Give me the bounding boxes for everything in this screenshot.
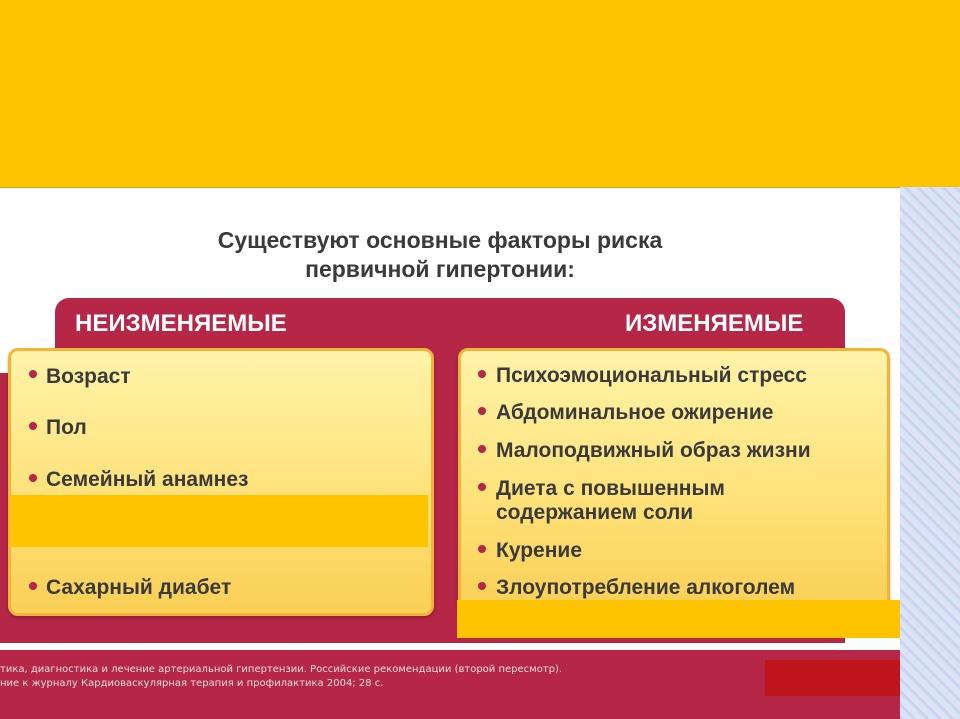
right-item-diet-line2: содержанием соли [496,501,694,524]
bullet-icon [478,407,486,415]
left-item-age: Возраст [46,365,131,388]
side-texture-strip [900,187,960,719]
right-item-stress: Психоэмоциональный стресс [496,364,807,387]
right-item-alcohol: Злоупотребление алкоголем [496,576,796,599]
footer-line-1: тика, диагностика и лечение артериальной гипертензии. Российские рекомендации (второй пересмотр). [0,664,563,675]
left-item-family-history: Семейный анамнез [46,468,249,491]
left-item-diabetes: Сахарный диабет [46,576,232,599]
modifiable-header: ИЗМЕНЯЕМЫЕ [625,310,804,337]
redaction-block-left [10,495,428,547]
footer-red-block [765,660,900,696]
slide-title [120,226,760,284]
right-item-sedentary: Малоподвижный образ жизни [496,439,811,462]
top-banner [0,0,960,188]
right-item-diet-line1: Диета с повышенным [496,477,725,500]
bullet-icon [478,370,486,378]
bullet-icon [478,582,486,590]
bullet-icon [478,483,486,491]
bullet-icon [478,445,486,453]
bullet-icon [29,474,37,482]
right-item-obesity: Абдоминальное ожирение [496,401,774,424]
bullet-icon [29,370,37,378]
bullet-icon [29,422,37,430]
slide [0,188,900,719]
title-line-2: первичной гипертонии: [305,256,575,282]
title-line-1: Существуют основные факторы риска [217,227,663,253]
non-modifiable-header: НЕИЗМЕНЯЕМЫЕ [75,310,287,337]
bullet-icon [478,545,486,553]
footer-line-2: ние к журналу Кардиоваскулярная терапия и профилактика 2004; 28 с. [0,678,384,689]
left-item-sex: Пол [46,416,87,439]
bullet-icon [29,582,37,590]
redaction-block-right [457,600,900,638]
right-item-smoking: Курение [496,539,582,562]
